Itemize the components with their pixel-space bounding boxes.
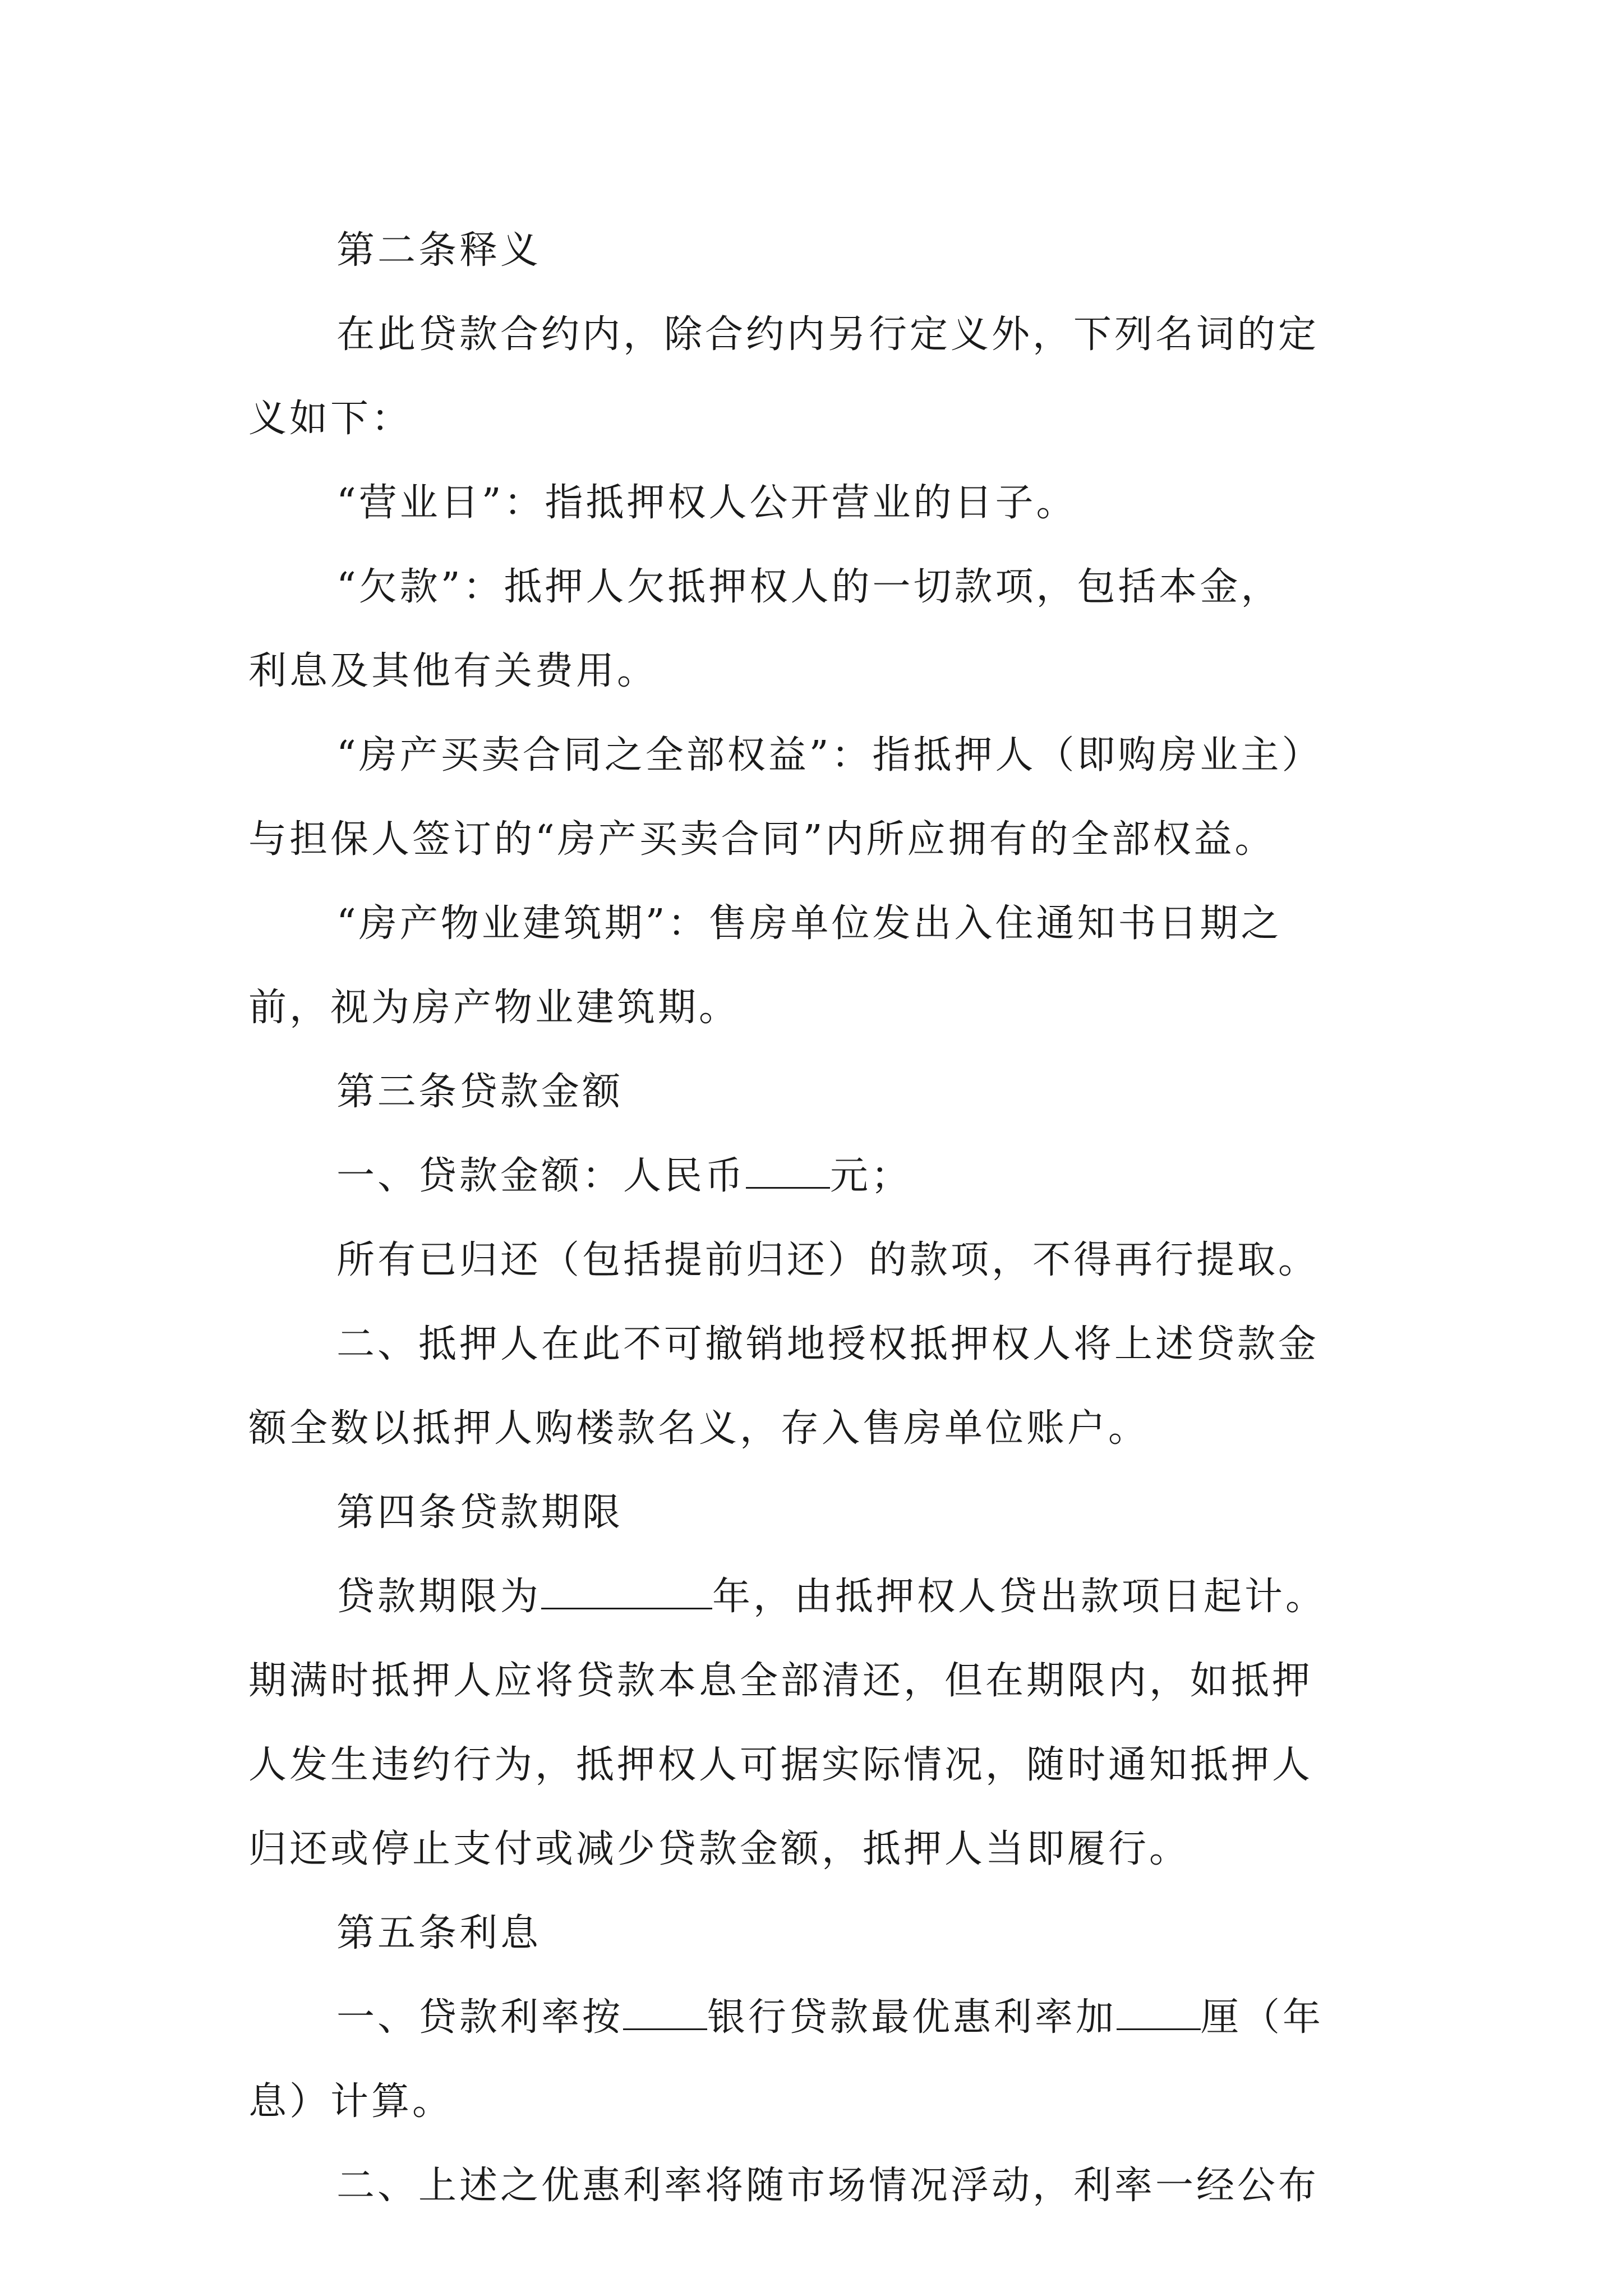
section-heading: 第三条贷款金额 bbox=[336, 1070, 624, 1114]
paragraph-line: 与担保人签订的“房产买卖合同”内所应拥有的全部权益。 bbox=[248, 817, 1276, 862]
paragraph-line: 额全数以抵押人购楼款名义，存入售房单位账户。 bbox=[248, 1406, 1150, 1451]
section-heading: 第五条利息 bbox=[336, 1911, 542, 1955]
paragraph-line: “房产物业建筑期”：售房单位发出入住通知书日期之 bbox=[336, 901, 1282, 946]
text-segment: 贷款期限为 bbox=[336, 1575, 542, 1619]
paragraph-line: 在此贷款合约内，除合约内另行定义外，下列名词的定 bbox=[336, 312, 1320, 357]
text-segment: 厘（年 bbox=[1201, 1995, 1324, 2040]
section-heading: 第二条释义 bbox=[336, 228, 542, 273]
paragraph-line: 利息及其他有关费用。 bbox=[248, 649, 658, 693]
text-segment: 元； bbox=[830, 1154, 912, 1198]
paragraph-line: “房产买卖合同之全部权益”：指抵押人（即购房业主） bbox=[336, 733, 1323, 777]
text-segment: 一、贷款金额：人民币 bbox=[336, 1154, 746, 1198]
paragraph-line: 前，视为房产物业建筑期。 bbox=[248, 986, 740, 1030]
paragraph-line: 归还或停止支付或减少贷款金额，抵押人当即履行。 bbox=[248, 1827, 1191, 1871]
paragraph-line: 期满时抵押人应将贷款本息全部清还，但在期限内，如抵押 bbox=[248, 1659, 1313, 1703]
paragraph-line: 义如下： bbox=[248, 397, 413, 441]
fill-in-blank[interactable] bbox=[623, 1996, 707, 2030]
paragraph-line: 人发生违约行为，抵押权人可据实际情况，随时通知抵押人 bbox=[248, 1743, 1313, 1787]
fill-in-blank[interactable] bbox=[1117, 1996, 1201, 2030]
section-heading: 第四条贷款期限 bbox=[336, 1490, 624, 1535]
paragraph-line: 息）计算。 bbox=[248, 2079, 454, 2124]
paragraph-line: 二、抵押人在此不可撤销地授权抵押权人将上述贷款金 bbox=[336, 1322, 1320, 1366]
paragraph-line bbox=[248, 1555, 1393, 1639]
paragraph-line: “欠款”：抵押人欠抵押权人的一切款项，包括本金， bbox=[336, 565, 1282, 609]
fill-in-blank[interactable] bbox=[746, 1154, 830, 1189]
text-segment: 一、贷款利率按 bbox=[336, 1995, 624, 2040]
paragraph-line bbox=[248, 1976, 1393, 2060]
text-segment: 银行贷款最优惠利率加 bbox=[707, 1995, 1117, 2040]
text-segment: 年，由抵押权人贷出款项日起计。 bbox=[712, 1575, 1327, 1619]
document-body bbox=[248, 209, 1393, 2228]
paragraph-line bbox=[248, 1134, 1393, 1218]
paragraph-line: 所有已归还（包括提前归还）的款项，不得再行提取。 bbox=[336, 1238, 1320, 1282]
paragraph-line: “营业日”：指抵押权人公开营业的日子。 bbox=[336, 481, 1077, 525]
paragraph-line: 二、上述之优惠利率将随市场情况浮动，利率一经公布 bbox=[336, 2164, 1320, 2208]
fill-in-blank[interactable] bbox=[541, 1575, 712, 1609]
